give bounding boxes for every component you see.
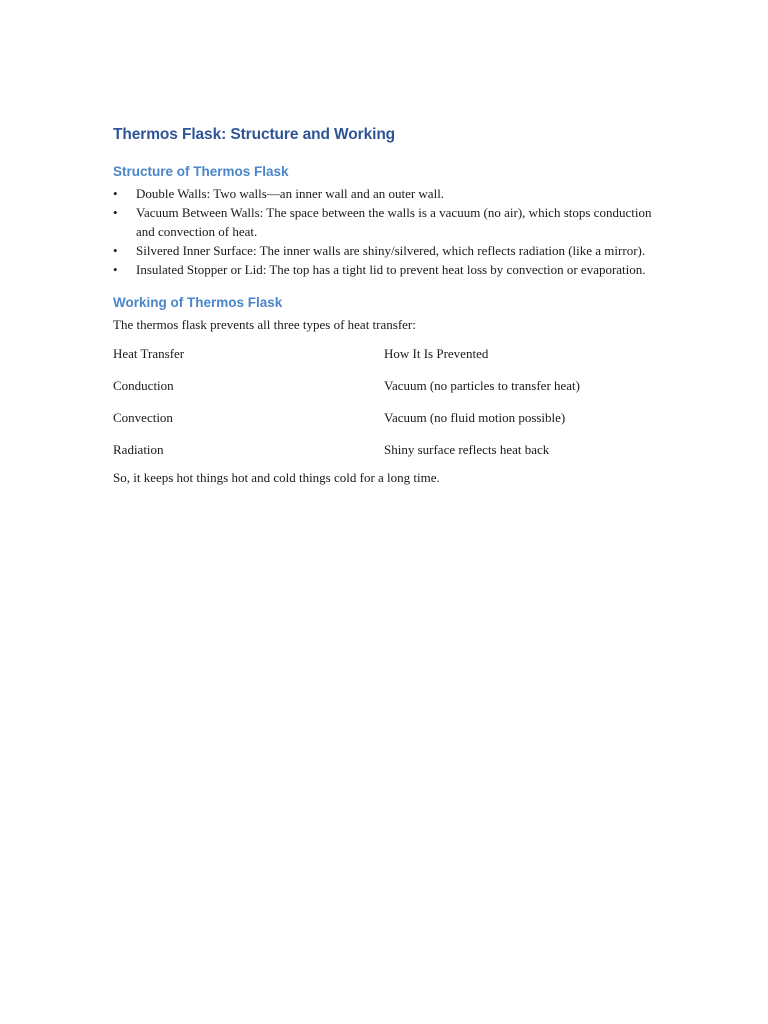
- bullet-text: Vacuum Between Walls: The space between the walls is a vacuum (no air), which stops conduction and convection of heat.: [136, 205, 652, 239]
- working-heading: Working of Thermos Flask: [113, 295, 283, 310]
- table-header-cell: Heat Transfer: [113, 346, 185, 361]
- list-item: [113, 241, 658, 260]
- bullet-icon: •: [113, 262, 118, 277]
- bullet-icon: •: [113, 243, 118, 258]
- bullet-icon: •: [113, 186, 118, 201]
- list-item: [113, 203, 658, 241]
- working-intro: The thermos flask prevents all three types of heat transfer:: [113, 317, 416, 332]
- heat-transfer-table: [113, 344, 658, 472]
- list-item: [113, 260, 658, 279]
- structure-bullet-list: [113, 184, 658, 279]
- table-row: [113, 376, 658, 408]
- structure-heading: Structure of Thermos Flask: [113, 164, 289, 179]
- bullet-text: Silvered Inner Surface: The inner walls are shiny/silvered, which reflects radiation (like a mirror).: [136, 243, 646, 258]
- table-cell: Vacuum (no fluid motion possible): [384, 410, 566, 425]
- bullet-text: Double Walls: Two walls—an inner wall and an outer wall.: [136, 186, 445, 201]
- table-cell: Shiny surface reflects heat back: [384, 442, 550, 457]
- bullet-text: Insulated Stopper or Lid: The top has a tight lid to prevent heat loss by convection or evaporation.: [136, 262, 646, 277]
- list-item: [113, 184, 658, 203]
- table-cell: Convection: [113, 410, 173, 425]
- document-title: Thermos Flask: Structure and Working: [113, 126, 396, 143]
- table-row: [113, 408, 658, 440]
- table-cell: Vacuum (no particles to transfer heat): [384, 378, 581, 393]
- table-cell: Conduction: [113, 378, 174, 393]
- table-header-cell: How It Is Prevented: [384, 346, 489, 361]
- table-header-row: [113, 344, 658, 376]
- closing-paragraph: So, it keeps hot things hot and cold things cold for a long time.: [113, 470, 440, 485]
- document-body: [113, 124, 658, 487]
- table-cell: Radiation: [113, 442, 164, 457]
- bullet-icon: •: [113, 205, 118, 220]
